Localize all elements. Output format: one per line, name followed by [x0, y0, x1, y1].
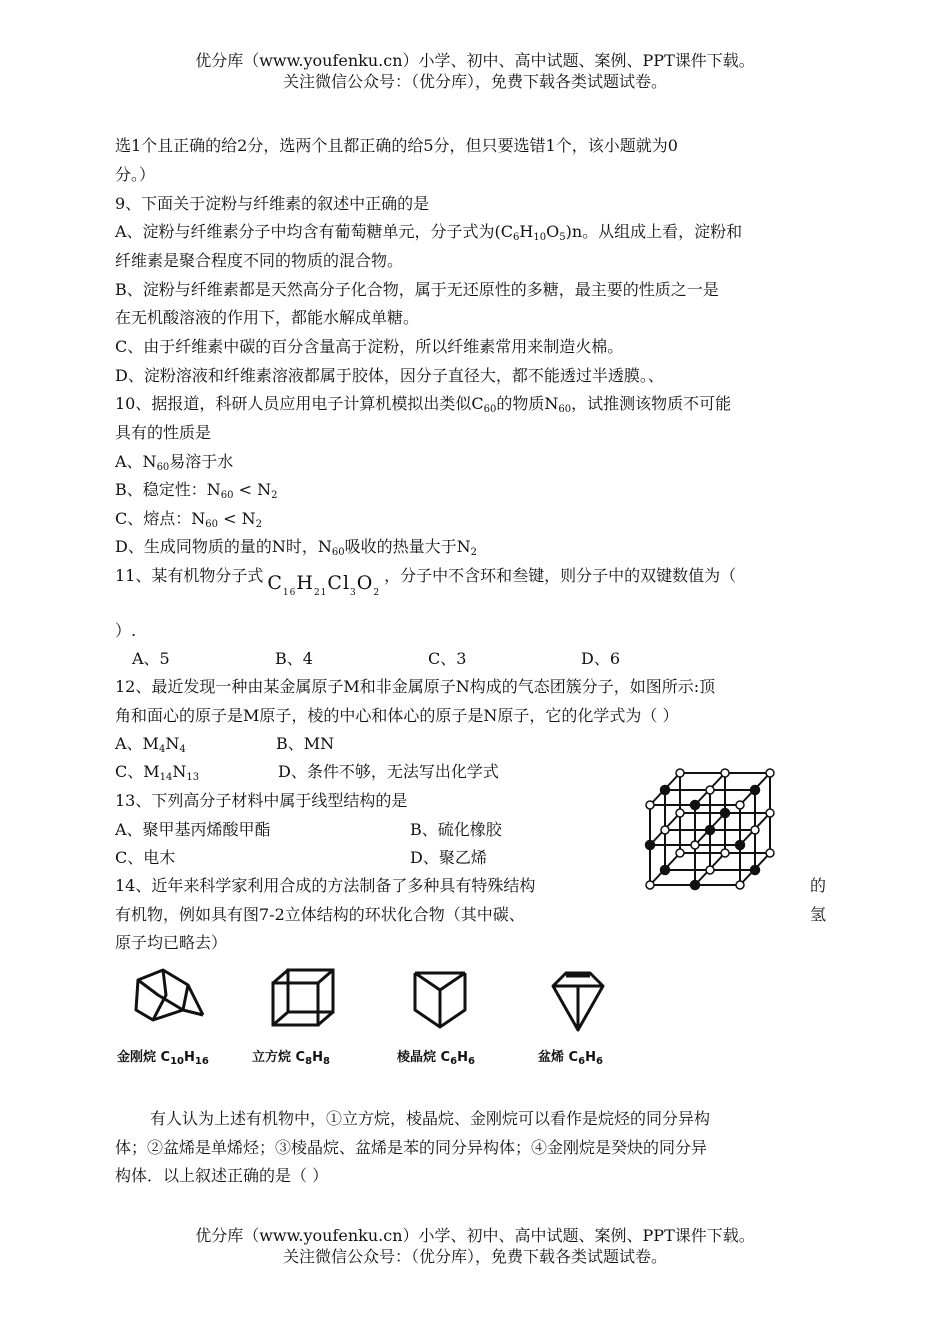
q13-stem: 13、下列高分子材料中属于线型结构的是 [115, 791, 408, 810]
q10-option-d: D、生成同物质的量的N时，$N_{60}$吸收的热量大于$N_2$ [115, 537, 477, 558]
q9-option-b-line-2: 在无机酸溶液的作用下，都能水解成单糖。 [115, 308, 420, 327]
q12-option-d: D、条件不够，无法写出化学式 [278, 762, 499, 781]
q9-option-b-line-1: B、淀粉与纤维素都是天然高分子化合物，属于无还原性的多糖，最主要的性质之一是 [115, 280, 719, 299]
q13-option-c: C、电木 [115, 848, 176, 867]
q11-option-c: C、3 [428, 649, 467, 668]
q12-stem-line-1: 12、最近发现一种由某金属原子M和非金属原子N构成的气态团簇分子，如图所示:顶 [115, 677, 716, 696]
q13-option-d: D、聚乙烯 [410, 848, 487, 867]
adamantane-structure [128, 965, 213, 1030]
q11-stem: 11、某有机物分子式 $C_{16}H_{21}Cl_3O_2$，分子中不含环和叁键，则分子中的双键数值为（ [115, 566, 737, 598]
q14-line-1: 14、近年来科学家利用合成的方法制备了多种具有特殊结构 [115, 876, 536, 895]
q11-formula: $C_{16}H_{21}Cl_3O_2$ [267, 572, 381, 598]
q11-close: ）. [115, 621, 137, 640]
q14-line-2: 有机物，例如具有图7-2立体结构的环状化合物（其中碳、 [115, 905, 525, 924]
cluster-molecule-figure [640, 765, 780, 895]
q11-option-a: A、5 [132, 649, 170, 668]
q14-line-3: 原子均已略去） [115, 933, 228, 952]
q9-stem: 9、下面关于淀粉与纤维素的叙述中正确的是 [115, 194, 430, 213]
footer-line-2: 关注微信公众号：（优分库），免费下载各类试题试卷。 [282, 1247, 667, 1266]
q9-option-a-line-2: 纤维素是聚合程度不同的物质的混合物。 [115, 251, 404, 270]
q12-option-c: C、$M_{14}N_{13}$ [115, 762, 200, 783]
intro-line-1: 选1个且正确的给2分，选两个且都正确的给5分，但只要选错1个，该小题就为0 [115, 136, 678, 155]
q10-stem-line-1: 10、据报道，科研人员应用电子计算机模拟出类似$C_{60}$的物质$N_{60}$，试推测该物质不可能 [115, 394, 732, 415]
q10-stem-line-2: 具有的性质是 [115, 423, 212, 442]
caption-adamantane: 金刚烷 $C_{10}H_{16}$ [117, 1050, 209, 1067]
q10-option-b: B、稳定性：$N_{60} < N_2$ [115, 480, 278, 501]
intro-line-2: 分。） [115, 165, 156, 184]
q9-option-d: D、淀粉溶液和纤维素溶液都属于胶体，因分子直径大，都不能透过半透膜。、 [115, 366, 664, 385]
caption-cubane: 立方烷 $C_8H_8$ [252, 1050, 330, 1067]
header-line-2: 关注微信公众号：（优分库），免费下载各类试题试卷。 [282, 72, 667, 91]
q14-para-line-1: 有人认为上述有机物中，①立方烷，棱晶烷、金刚烷可以看作是烷烃的同分异构 [150, 1109, 711, 1128]
q10-option-a: A、$N_{60}$易溶于水 [115, 452, 234, 473]
benzvalene-structure [548, 968, 608, 1038]
q10-option-c: C、熔点：$N_{60} < N_2$ [115, 509, 262, 530]
header-line-1: 优分库（www.youfenku.cn）小学、初中、高中试题、案例、PPT课件下载。 [195, 51, 755, 70]
cubane-structure [268, 965, 340, 1030]
q11-option-d: D、6 [581, 649, 621, 668]
q14-para-line-3: 构体．以上叙述正确的是（ ） [115, 1166, 329, 1185]
q9-option-a-line-1: A、淀粉与纤维素分子中均含有葡萄糖单元，分子式为$(C_6H_{10}O_5)n$。从组成上看，淀粉和 [115, 222, 743, 243]
q9-option-c: C、由于纤维素中碳的百分含量高于淀粉，所以纤维素常用来制造火棉。 [115, 337, 624, 356]
q12-stem-line-2: 角和面心的原子是M原子，棱的中心和体心的原子是N原子，它的化学式为（ ） [115, 706, 679, 725]
q14-line-2-end: 氢 [810, 905, 827, 924]
q12-option-b: B、MN [276, 734, 335, 753]
q13-option-a: A、聚甲基丙烯酸甲酯 [115, 820, 271, 839]
q14-line-1-end: 的 [810, 876, 827, 895]
q12-option-a: A、$M_4N_4$ [115, 734, 186, 755]
q14-para-line-2: 体；②盆烯是单烯烃；③棱晶烷、盆烯是苯的同分异构体；④金刚烷是癸炔的同分异 [115, 1138, 708, 1157]
caption-prismane: 棱晶烷 $C_6H_6$ [397, 1050, 475, 1067]
footer-line-1: 优分库（www.youfenku.cn）小学、初中、高中试题、案例、PPT课件下载。 [195, 1226, 755, 1245]
q13-option-b: B、硫化橡胶 [410, 820, 502, 839]
q11-option-b: B、4 [275, 649, 313, 668]
caption-benzvalene: 盆烯 $C_6H_6$ [538, 1050, 603, 1067]
prismane-structure [410, 965, 470, 1035]
